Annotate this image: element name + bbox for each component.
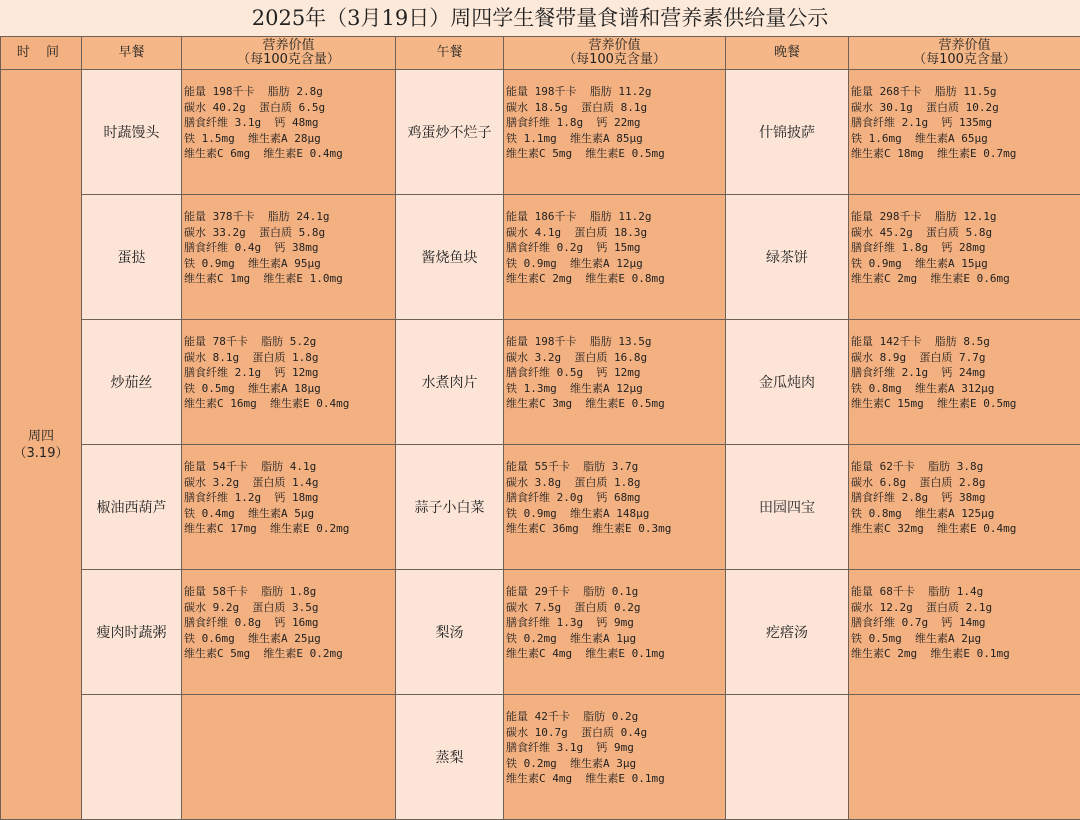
menu-row xyxy=(1,445,1080,570)
dinner-dish: 金瓜炖肉 xyxy=(726,320,849,445)
nutrition-line: 膳食纤维 3.1g 钙 9mg xyxy=(506,740,725,756)
day-cell xyxy=(1,70,82,820)
nutrition-line: 膳食纤维 1.8g 钙 28mg xyxy=(851,240,1080,256)
nutrition-line: 膳食纤维 2.1g 钙 135mg xyxy=(851,115,1080,131)
nutrition-line: 铁 0.6mg 维生素A 25μg xyxy=(184,631,395,647)
nutrition-line: 碳水 8.1g 蛋白质 1.8g xyxy=(184,350,395,366)
nutrition-line: 铁 0.2mg 维生素A 1μg xyxy=(506,631,725,647)
nutrition-line: 膳食纤维 2.0g 钙 68mg xyxy=(506,490,725,506)
header-lunch-nutrition xyxy=(504,37,726,70)
nutrition-line: 膳食纤维 0.4g 钙 38mg xyxy=(184,240,395,256)
menu-row xyxy=(1,195,1080,320)
nutrition-line: 能量 58千卡 脂肪 1.8g xyxy=(184,584,395,600)
nutrition-line: 维生素C 5mg 维生素E 0.2mg xyxy=(184,646,395,662)
nutrition-line: 维生素C 2mg 维生素E 0.6mg xyxy=(851,271,1080,287)
nutrition-title: 营养价值 xyxy=(182,39,395,53)
nutrition-line: 维生素C 3mg 维生素E 0.5mg xyxy=(506,396,725,412)
nutrition-line: 膳食纤维 0.2g 钙 15mg xyxy=(506,240,725,256)
nutrition-line: 能量 186千卡 脂肪 11.2g xyxy=(506,209,725,225)
nutrition-line: 能量 142千卡 脂肪 8.5g xyxy=(851,334,1080,350)
lunch-dish: 鸡蛋炒不烂子 xyxy=(396,70,504,195)
nutrition-line: 能量 198千卡 脂肪 2.8g xyxy=(184,84,395,100)
dinner-dish: 田园四宝 xyxy=(726,445,849,570)
nutrition-line: 膳食纤维 2.1g 钙 12mg xyxy=(184,365,395,381)
dinner-dish: 绿茶饼 xyxy=(726,195,849,320)
lunch-nutrition xyxy=(504,195,726,320)
header-breakfast-nutrition xyxy=(182,37,396,70)
nutrition-line: 维生素C 15mg 维生素E 0.5mg xyxy=(851,396,1080,412)
breakfast-dish: 蛋挞 xyxy=(82,195,182,320)
nutrition-line: 碳水 3.2g 蛋白质 16.8g xyxy=(506,350,725,366)
nutrition-line: 维生素C 5mg 维生素E 0.5mg xyxy=(506,146,725,162)
nutrition-line: 能量 378千卡 脂肪 24.1g xyxy=(184,209,395,225)
nutrition-line: 铁 1.5mg 维生素A 28μg xyxy=(184,131,395,147)
dinner-dish: 什锦披萨 xyxy=(726,70,849,195)
menu-row xyxy=(1,70,1080,195)
menu-row xyxy=(1,320,1080,445)
nutrition-line: 膳食纤维 1.2g 钙 18mg xyxy=(184,490,395,506)
nutrition-line: 碳水 6.8g 蛋白质 2.8g xyxy=(851,475,1080,491)
nutrition-line: 碳水 33.2g 蛋白质 5.8g xyxy=(184,225,395,241)
nutrition-unit: （每100克含量） xyxy=(182,53,395,67)
lunch-nutrition xyxy=(504,445,726,570)
nutrition-unit: （每100克含量） xyxy=(504,53,725,67)
dinner-dish xyxy=(726,695,849,820)
lunch-nutrition xyxy=(504,570,726,695)
lunch-nutrition xyxy=(504,70,726,195)
breakfast-nutrition xyxy=(182,195,396,320)
dinner-nutrition xyxy=(849,195,1080,320)
nutrition-unit: （每100克含量） xyxy=(849,53,1080,67)
nutrition-line: 膳食纤维 0.7g 钙 14mg xyxy=(851,615,1080,631)
breakfast-dish: 椒油西葫芦 xyxy=(82,445,182,570)
breakfast-dish: 炒茄丝 xyxy=(82,320,182,445)
header-dinner-nutrition xyxy=(849,37,1080,70)
nutrition-line: 能量 78千卡 脂肪 5.2g xyxy=(184,334,395,350)
breakfast-dish: 瘦肉时蔬粥 xyxy=(82,570,182,695)
nutrition-line: 维生素C 4mg 维生素E 0.1mg xyxy=(506,646,725,662)
nutrition-line: 能量 268千卡 脂肪 11.5g xyxy=(851,84,1080,100)
nutrition-title: 营养价值 xyxy=(849,39,1080,53)
nutrition-line: 能量 298千卡 脂肪 12.1g xyxy=(851,209,1080,225)
dinner-dish: 疙瘩汤 xyxy=(726,570,849,695)
nutrition-line: 能量 62千卡 脂肪 3.8g xyxy=(851,459,1080,475)
breakfast-nutrition xyxy=(182,570,396,695)
nutrition-line: 能量 198千卡 脂肪 11.2g xyxy=(506,84,725,100)
day-name: 周四 xyxy=(1,428,81,445)
nutrition-line: 碳水 12.2g 蛋白质 2.1g xyxy=(851,600,1080,616)
header-dinner: 晚餐 xyxy=(726,37,849,70)
nutrition-line: 碳水 18.5g 蛋白质 8.1g xyxy=(506,100,725,116)
nutrition-line: 膳食纤维 3.1g 钙 48mg xyxy=(184,115,395,131)
nutrition-line: 能量 29千卡 脂肪 0.1g xyxy=(506,584,725,600)
menu-row xyxy=(1,695,1080,820)
breakfast-nutrition xyxy=(182,320,396,445)
dinner-nutrition xyxy=(849,445,1080,570)
nutrition-line: 铁 0.4mg 维生素A 5μg xyxy=(184,506,395,522)
nutrition-line: 膳食纤维 2.1g 钙 24mg xyxy=(851,365,1080,381)
nutrition-line: 铁 1.1mg 维生素A 85μg xyxy=(506,131,725,147)
nutrition-line: 铁 0.8mg 维生素A 312μg xyxy=(851,381,1080,397)
nutrition-line: 铁 0.9mg 维生素A 12μg xyxy=(506,256,725,272)
nutrition-line: 碳水 30.1g 蛋白质 10.2g xyxy=(851,100,1080,116)
nutrition-line: 碳水 4.1g 蛋白质 18.3g xyxy=(506,225,725,241)
nutrition-line: 维生素C 1mg 维生素E 1.0mg xyxy=(184,271,395,287)
nutrition-line: 维生素C 32mg 维生素E 0.4mg xyxy=(851,521,1080,537)
nutrition-line: 膳食纤维 1.3g 钙 9mg xyxy=(506,615,725,631)
header-lunch: 午餐 xyxy=(396,37,504,70)
breakfast-nutrition xyxy=(182,445,396,570)
nutrition-line: 维生素C 18mg 维生素E 0.7mg xyxy=(851,146,1080,162)
nutrition-line: 膳食纤维 0.8g 钙 16mg xyxy=(184,615,395,631)
dinner-nutrition xyxy=(849,70,1080,195)
dinner-nutrition xyxy=(849,320,1080,445)
nutrition-line: 能量 42千卡 脂肪 0.2g xyxy=(506,709,725,725)
menu-table xyxy=(0,36,1080,820)
lunch-dish: 蒜子小白菜 xyxy=(396,445,504,570)
nutrition-line: 维生素C 16mg 维生素E 0.4mg xyxy=(184,396,395,412)
nutrition-line: 碳水 7.5g 蛋白质 0.2g xyxy=(506,600,725,616)
nutrition-line: 铁 0.2mg 维生素A 3μg xyxy=(506,756,725,772)
nutrition-line: 碳水 45.2g 蛋白质 5.8g xyxy=(851,225,1080,241)
nutrition-line: 维生素C 4mg 维生素E 0.1mg xyxy=(506,771,725,787)
nutrition-line: 铁 0.9mg 维生素A 15μg xyxy=(851,256,1080,272)
nutrition-line: 能量 55千卡 脂肪 3.7g xyxy=(506,459,725,475)
nutrition-line: 能量 68千卡 脂肪 1.4g xyxy=(851,584,1080,600)
nutrition-line: 能量 198千卡 脂肪 13.5g xyxy=(506,334,725,350)
lunch-nutrition xyxy=(504,695,726,820)
nutrition-line: 碳水 9.2g 蛋白质 3.5g xyxy=(184,600,395,616)
header-time: 时 间 xyxy=(1,37,82,70)
nutrition-line: 膳食纤维 2.8g 钙 38mg xyxy=(851,490,1080,506)
lunch-dish: 蒸梨 xyxy=(396,695,504,820)
header-breakfast: 早餐 xyxy=(82,37,182,70)
nutrition-line: 碳水 3.2g 蛋白质 1.4g xyxy=(184,475,395,491)
day-date: （3.19） xyxy=(1,445,81,462)
lunch-dish: 梨汤 xyxy=(396,570,504,695)
nutrition-line: 维生素C 2mg 维生素E 0.1mg xyxy=(851,646,1080,662)
nutrition-line: 铁 0.9mg 维生素A 95μg xyxy=(184,256,395,272)
lunch-dish: 酱烧鱼块 xyxy=(396,195,504,320)
breakfast-dish xyxy=(82,695,182,820)
nutrition-line: 维生素C 6mg 维生素E 0.4mg xyxy=(184,146,395,162)
nutrition-line: 膳食纤维 0.5g 钙 12mg xyxy=(506,365,725,381)
nutrition-line: 铁 0.5mg 维生素A 2μg xyxy=(851,631,1080,647)
nutrition-line: 膳食纤维 1.8g 钙 22mg xyxy=(506,115,725,131)
lunch-nutrition xyxy=(504,320,726,445)
nutrition-line: 铁 1.3mg 维生素A 12μg xyxy=(506,381,725,397)
breakfast-nutrition xyxy=(182,695,396,820)
nutrition-line: 碳水 10.7g 蛋白质 0.4g xyxy=(506,725,725,741)
breakfast-dish: 时蔬馒头 xyxy=(82,70,182,195)
breakfast-nutrition xyxy=(182,70,396,195)
lunch-dish: 水煮肉片 xyxy=(396,320,504,445)
nutrition-line: 碳水 8.9g 蛋白质 7.7g xyxy=(851,350,1080,366)
nutrition-line: 铁 0.5mg 维生素A 18μg xyxy=(184,381,395,397)
nutrition-line: 碳水 40.2g 蛋白质 6.5g xyxy=(184,100,395,116)
nutrition-line: 碳水 3.8g 蛋白质 1.8g xyxy=(506,475,725,491)
header-row xyxy=(1,37,1080,70)
nutrition-line: 维生素C 36mg 维生素E 0.3mg xyxy=(506,521,725,537)
dinner-nutrition xyxy=(849,695,1080,820)
page-title: 2025年（3月19日）周四学生餐带量食谱和营养素供给量公示 xyxy=(0,0,1080,37)
nutrition-line: 维生素C 17mg 维生素E 0.2mg xyxy=(184,521,395,537)
nutrition-line: 铁 0.9mg 维生素A 148μg xyxy=(506,506,725,522)
nutrition-line: 铁 1.6mg 维生素A 65μg xyxy=(851,131,1080,147)
nutrition-line: 能量 54千卡 脂肪 4.1g xyxy=(184,459,395,475)
nutrition-title: 营养价值 xyxy=(504,39,725,53)
dinner-nutrition xyxy=(849,570,1080,695)
menu-row xyxy=(1,570,1080,695)
nutrition-line: 维生素C 2mg 维生素E 0.8mg xyxy=(506,271,725,287)
nutrition-line: 铁 0.8mg 维生素A 125μg xyxy=(851,506,1080,522)
